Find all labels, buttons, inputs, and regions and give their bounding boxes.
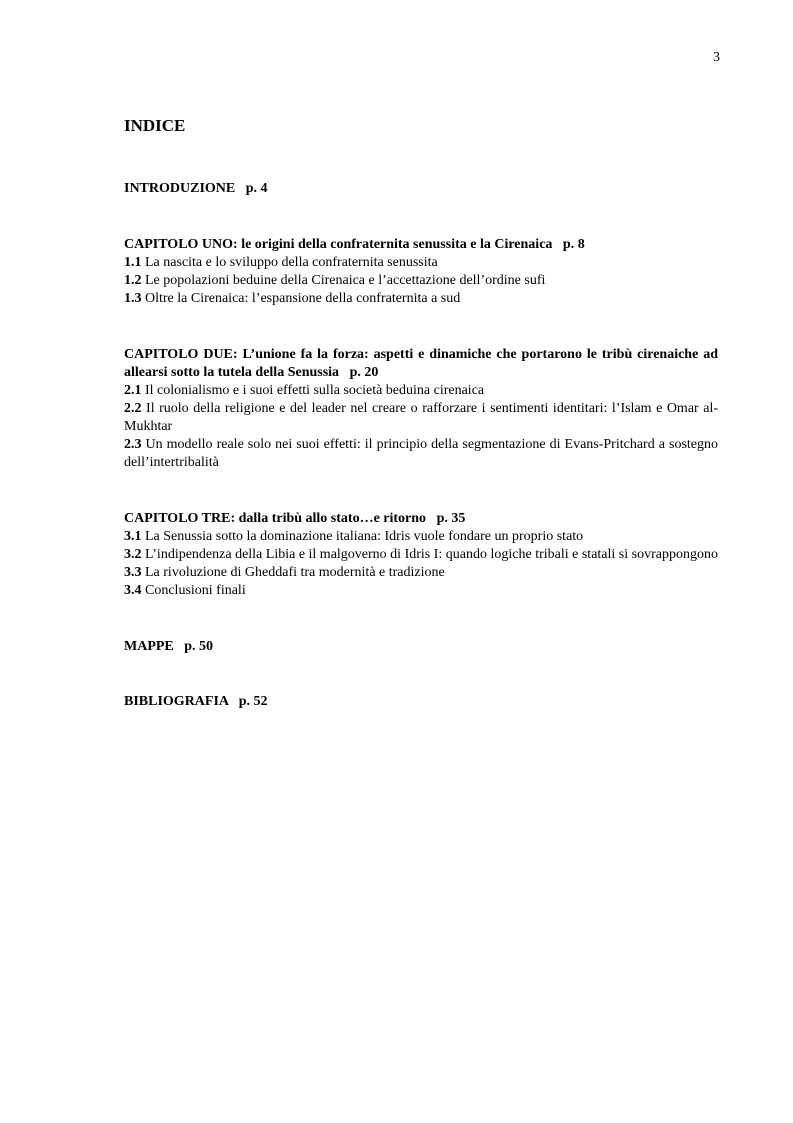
section-number: 3.2 — [124, 547, 142, 562]
chapter-1-heading — [124, 236, 718, 254]
chapter-2-heading — [124, 346, 718, 382]
chapter-1-subtitle: le origini della confraternita senussita e la Cirenaica — [241, 237, 553, 252]
section-number: 2.2 — [124, 401, 142, 416]
section-number: 1.1 — [124, 255, 142, 270]
section-text: Conclusioni finali — [145, 583, 246, 598]
section-3-4 — [124, 582, 718, 600]
section-number: 2.3 — [124, 437, 142, 452]
bibliografia-label: BIBLIOGRAFIA — [124, 694, 229, 709]
section-text: Il ruolo della religione e del leader nel creare o rafforzare i sentimenti identitari: l’Islam e Omar al-Mukhtar — [124, 401, 718, 434]
chapter-1-label: CAPITOLO UNO: — [124, 237, 238, 252]
chapter-1 — [124, 236, 718, 308]
section-3-3 — [124, 564, 718, 582]
chapter-2 — [124, 346, 718, 472]
toc-title: INDICE — [124, 116, 186, 135]
chapter-3 — [124, 510, 718, 600]
chapter-1-page: p. 8 — [562, 237, 585, 252]
section-1-2 — [124, 272, 718, 290]
mappe-page: p. 50 — [184, 639, 214, 654]
section-2-3 — [124, 436, 718, 472]
chapter-3-page: p. 35 — [436, 511, 466, 526]
section-number: 1.2 — [124, 273, 142, 288]
section-2-1 — [124, 382, 718, 400]
chapter-3-subtitle: dalla tribù allo stato…e ritorno — [238, 511, 427, 526]
section-text: Un modello reale solo nei suoi effetti: il principio della segmentazione di Evans-Pritchard a sostegno dell’intertribalità — [124, 437, 718, 470]
chapter-2-label: CAPITOLO DUE: — [124, 347, 238, 362]
mappe-label: MAPPE — [124, 639, 174, 654]
chapter-3-label: CAPITOLO TRE: — [124, 511, 236, 526]
chapter-3-heading — [124, 510, 718, 528]
section-text: La nascita e lo sviluppo della confraternita senussita — [145, 255, 438, 270]
section-text: Il colonialismo e i suoi effetti sulla società beduina cirenaica — [145, 383, 485, 398]
introduzione-label: INTRODUZIONE — [124, 181, 236, 196]
section-2-2 — [124, 400, 718, 436]
section-text: Oltre la Cirenaica: l’espansione della confraternita a sud — [145, 291, 461, 306]
section-number: 1.3 — [124, 291, 142, 306]
section-3-1 — [124, 528, 718, 546]
toc-bibliografia — [124, 693, 718, 711]
section-text: Le popolazioni beduine della Cirenaica e l’accettazione dell’ordine sufi — [145, 273, 546, 288]
section-text: La Senussia sotto la dominazione italiana: Idris vuole fondare un proprio stato — [145, 529, 584, 544]
section-number: 2.1 — [124, 383, 142, 398]
chapter-2-subtitle: L’unione fa la forza: aspetti e dinamiche che portarono le tribù cirenaiche ad allearsi sotto la tutela della Senussia — [124, 347, 719, 380]
bibliografia-page: p. 52 — [238, 694, 268, 709]
section-number: 3.4 — [124, 583, 142, 598]
toc-introduzione — [124, 180, 718, 198]
section-1-3 — [124, 290, 718, 308]
page-number: 3 — [713, 50, 720, 65]
section-3-2 — [124, 546, 718, 564]
section-number: 3.3 — [124, 565, 142, 580]
section-text: L’indipendenza della Libia e il malgoverno di Idris I: quando logiche tribali e statali si sovrappongono — [145, 547, 718, 562]
toc-mappe — [124, 638, 718, 656]
section-1-1 — [124, 254, 718, 272]
introduzione-page: p. 4 — [245, 181, 268, 196]
table-of-contents — [124, 116, 718, 711]
section-text: La rivoluzione di Gheddafi tra modernità e tradizione — [145, 565, 445, 580]
chapter-2-page: p. 20 — [349, 365, 379, 380]
section-number: 3.1 — [124, 529, 142, 544]
